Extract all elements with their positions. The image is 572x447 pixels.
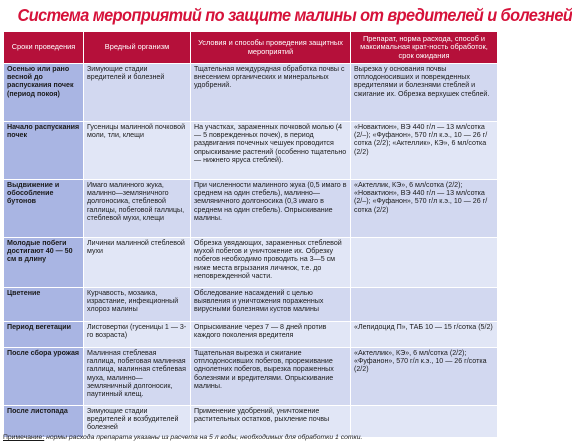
table-header-row xyxy=(4,32,498,64)
row-stage: После сбора урожая xyxy=(4,348,84,406)
row-conditions: Опрыскивание через 7 — 8 дней против каждого поколения вредителя xyxy=(191,322,351,348)
table-row xyxy=(4,180,498,238)
table-row xyxy=(4,322,498,348)
row-pest: Зимующие стадии вредителей и возбудителей болезней xyxy=(84,406,191,438)
row-pest: Курчавость, мозаика, израстание, инфекционный хлороз малины xyxy=(84,288,191,322)
row-pest: Зимующие стадии вредителей и болезней xyxy=(84,64,191,122)
header-timing: Сроки проведения xyxy=(4,32,84,64)
row-stage: Период вегетации xyxy=(4,322,84,348)
row-treatment: Вырезка у основания почвы отплодоносивших и поврежденных вредителями и болезнями стеблей и сжигание их. Обрезка верхушек стеблей. xyxy=(351,64,498,122)
row-pest: Личинки малинной стеблевой мухи xyxy=(84,238,191,288)
row-pest: Гусеницы малинной почковой моли, тли, клещи xyxy=(84,122,191,180)
row-conditions: Обследование насаждений с целью выявления и уничтожения пораженных вирусными болезнями кустов малины xyxy=(191,288,351,322)
schedule-table xyxy=(3,31,498,438)
row-pest: Имаго малинного жука, малинно—земляничного долгоносика, стеблевой галлицы, побеговой галлицы, стеблевой мухи, клещи xyxy=(84,180,191,238)
row-treatment: «Лепидоцид П», ТАБ 10 — 15 г/сотка (5/2) xyxy=(351,322,498,348)
header-pest: Вредный организм xyxy=(84,32,191,64)
row-treatment xyxy=(351,288,498,322)
footnote-label: Примечание: xyxy=(3,434,45,441)
row-conditions: Тщательная междурядная обработка почвы с внесением органических и минеральных удобрений. xyxy=(191,64,351,122)
row-treatment xyxy=(351,238,498,288)
header-treatment: Препарат, норма расхода, способ и максимальная крат-ность обработок, срок ожидания xyxy=(351,32,498,64)
row-treatment: «Актеллик», КЭ», 6 мл/сотка (2/2); «Фуфанон», 570 г/л к.э., 10 — 26 г/сотка (2/2) xyxy=(351,348,498,406)
row-stage: Выдвижение и обособление бутонов xyxy=(4,180,84,238)
footnote-text: нормы расхода препарата указаны из расчета на 5 л воды, необходимых для обработки 1 сотки. xyxy=(44,434,363,441)
row-conditions: Обрезка увядающих, зараженных стеблевой мухой побегов и уничтожение их. Обрезку побегов необходимо проводить на 3—5 см ниже места вгрызания личинок, т.е. до неповрежденной части. xyxy=(191,238,351,288)
row-treatment: «Новактион», ВЭ 440 г/л — 13 мл/сотка (2/–); «Фуфанон», 570 г/л к.э., 10 — 26 г/сотка (2/2); «Актеллик», КЭ», 6 мл/сотка (2/2) xyxy=(351,122,498,180)
footnote xyxy=(3,433,497,443)
row-pest: Малинная стеблевая галлица, побеговая малинная галлица, малинная стеблевая муха, малинно—земляничный долгоносик, паутинный клещ. xyxy=(84,348,191,406)
row-stage: Молодые побеги достигают 40 — 50 см в длину xyxy=(4,238,84,288)
row-stage: Осенью или рано весной до распускания почек (период покоя) xyxy=(4,64,84,122)
table-row xyxy=(4,122,498,180)
table-row xyxy=(4,348,498,406)
row-treatment: «Актеллик, КЭ», 6 мл/сотка (2/2); «Новактион», ВЭ 440 г/л — 13 мл/сотка (2/–); «Фуфанон», 570 г/л к.э., 10 — 26 г/сотка (2/2) xyxy=(351,180,498,238)
header-conditions: Условия и способы проведения защитных мероприятий xyxy=(191,32,351,64)
row-conditions: На участках, зараженных почковой молью (4 — 5 поврежденных почек), в период раздвигания почечных чешуек проводится опрыскивание растений (особенно тщательно — нижнего яруса стеблей). xyxy=(191,122,351,180)
page-title: Система мероприятий по защите малины от вредителей и болезней xyxy=(18,0,483,30)
row-stage: Начало распускания почек xyxy=(4,122,84,180)
table-row xyxy=(4,288,498,322)
row-conditions: При численности малинного жука (0,5 имаго в среднем на один стебель), малинно—земляничного долгоносика (0,3 имаго в среднем на один стебель). Опрыскивание малины. xyxy=(191,180,351,238)
row-pest: Листовертки (гусеницы 1 — 3-го возраста) xyxy=(84,322,191,348)
table-row xyxy=(4,238,498,288)
row-conditions: Применение удобрений, уничтожение растительных остатков, рыхление почвы xyxy=(191,406,351,438)
row-stage: Цветение xyxy=(4,288,84,322)
row-stage: После листопада xyxy=(4,406,84,438)
row-conditions: Тщательная вырезка и сжигание отплодоносивших побегов, прореживание однолетних побегов, вырезка пораженных болезнями и вредителями. Опрыскивание малины. xyxy=(191,348,351,406)
table-row xyxy=(4,64,498,122)
